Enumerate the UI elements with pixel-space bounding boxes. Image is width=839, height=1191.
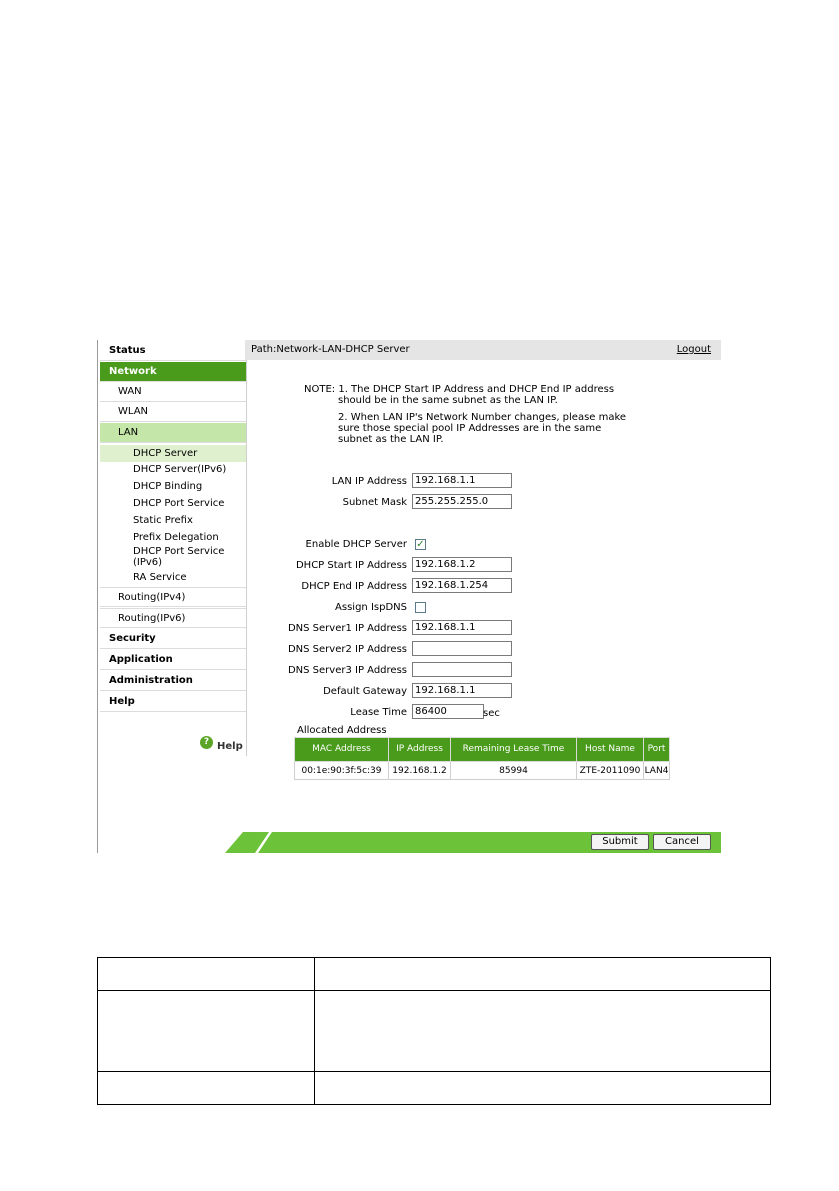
sidebar-item-dhcp-port-service-ipv6[interactable] (100, 545, 246, 569)
table-cell: ZTE-2011090 (577, 762, 644, 780)
column-header: Port (644, 738, 670, 762)
table-cell: 85994 (451, 762, 577, 780)
sidebar-item-administration[interactable]: Administration (100, 671, 246, 691)
sidebar-nav (97, 340, 246, 853)
column-header: Host Name (577, 738, 644, 762)
sidebar-item-application[interactable]: Application (100, 650, 246, 670)
default-gateway-label: Default Gateway (323, 686, 407, 697)
dns3-input[interactable] (412, 662, 512, 677)
dns1-label: DNS Server1 IP Address (287, 623, 407, 634)
sidebar-item-help[interactable]: Help (100, 692, 246, 712)
sidebar-item-network[interactable]: Network (100, 362, 246, 382)
allocated-address-title: Allocated Address (297, 725, 387, 736)
enable-dhcp-checkbox[interactable]: ✓ (416, 539, 425, 550)
table-cell: 00:1e:90:3f:5c:39 (295, 762, 389, 780)
action-bar (225, 832, 721, 853)
dhcp-start-label: DHCP Start IP Address (295, 560, 407, 571)
table-row (295, 762, 670, 780)
note-line: NOTE: 1. The DHCP Start IP Address and DHCP End IP address (304, 384, 615, 395)
sidebar-item-label: (IPv6) (133, 557, 163, 568)
sidebar-item-wan[interactable]: WAN (100, 382, 246, 402)
lease-time-unit: sec (483, 708, 500, 719)
cancel-button[interactable]: Cancel (653, 834, 711, 850)
sidebar-item-ra-service[interactable]: RA Service (133, 572, 187, 583)
sidebar-item-dhcp-port-service[interactable]: DHCP Port Service (133, 498, 225, 509)
help-link[interactable]: Help (217, 741, 243, 752)
sidebar-item-wlan[interactable]: WLAN (100, 402, 246, 422)
sidebar-item-status[interactable]: Status (100, 341, 246, 361)
default-gateway-input[interactable]: 192.168.1.1 (412, 683, 512, 698)
sidebar-item-dhcp-server-ipv6[interactable]: DHCP Server(IPv6) (133, 464, 227, 475)
table-cell: 192.168.1.2 (389, 762, 451, 780)
dhcp-end-label: DHCP End IP Address (301, 581, 407, 592)
sidebar-item-dhcp-binding[interactable]: DHCP Binding (133, 481, 203, 492)
sidebar-item-dhcp-server[interactable]: DHCP Server (100, 445, 246, 462)
help-icon[interactable]: ? (200, 736, 213, 749)
assign-ispdns-checkbox[interactable] (415, 602, 426, 613)
note-line: sure those special pool IP Addresses are in the same (338, 423, 602, 434)
note-line: should be in the same subnet as the LAN IP. (338, 395, 558, 406)
note-line: subnet as the LAN IP. (338, 434, 444, 445)
breadcrumb-bar (245, 340, 721, 360)
breadcrumb: Path:Network-LAN-DHCP Server (251, 344, 410, 355)
sidebar-item-label: DHCP Port Service (133, 546, 225, 557)
lan-ip-label: LAN IP Address (331, 476, 407, 487)
subnet-mask-input[interactable]: 255.255.255.0 (412, 494, 512, 509)
column-header: MAC Address (295, 738, 389, 762)
dns2-input[interactable] (412, 641, 512, 656)
table-cell: LAN4 (644, 762, 670, 780)
table-divider (98, 990, 770, 991)
sidebar-item-routing-ipv6[interactable]: Routing(IPv6) (100, 608, 246, 628)
table-divider (98, 1071, 770, 1072)
lan-ip-input[interactable]: 192.168.1.1 (412, 473, 512, 488)
lease-time-label: Lease Time (350, 707, 407, 718)
logout-link[interactable]: Logout (676, 344, 711, 355)
assign-ispdns-label: Assign IspDNS (335, 602, 407, 613)
subnet-mask-label: Subnet Mask (342, 497, 407, 508)
dns1-input[interactable]: 192.168.1.1 (412, 620, 512, 635)
lease-time-input[interactable]: 86400 (412, 704, 484, 719)
router-web-ui (97, 340, 721, 853)
sidebar-item-prefix-delegation[interactable]: Prefix Delegation (133, 532, 219, 543)
table-divider (314, 958, 315, 1104)
sidebar-item-routing-ipv4[interactable]: Routing(IPv4) (100, 587, 246, 607)
dns3-label: DNS Server3 IP Address (287, 665, 407, 676)
allocated-address-table (294, 737, 670, 780)
column-header: Remaining Lease Time (451, 738, 577, 762)
sidebar-item-static-prefix[interactable]: Static Prefix (133, 515, 193, 526)
note-line: 2. When LAN IP's Network Number changes, please make (338, 412, 627, 423)
dhcp-end-input[interactable]: 192.168.1.254 (412, 578, 512, 593)
enable-dhcp-label: Enable DHCP Server (305, 539, 407, 550)
column-header: IP Address (389, 738, 451, 762)
submit-button[interactable]: Submit (591, 834, 649, 850)
sidebar-item-lan[interactable]: LAN (100, 423, 246, 443)
sidebar-item-security[interactable]: Security (100, 629, 246, 649)
document-table (97, 957, 771, 1105)
dns2-label: DNS Server2 IP Address (287, 644, 407, 655)
dhcp-start-input[interactable]: 192.168.1.2 (412, 557, 512, 572)
